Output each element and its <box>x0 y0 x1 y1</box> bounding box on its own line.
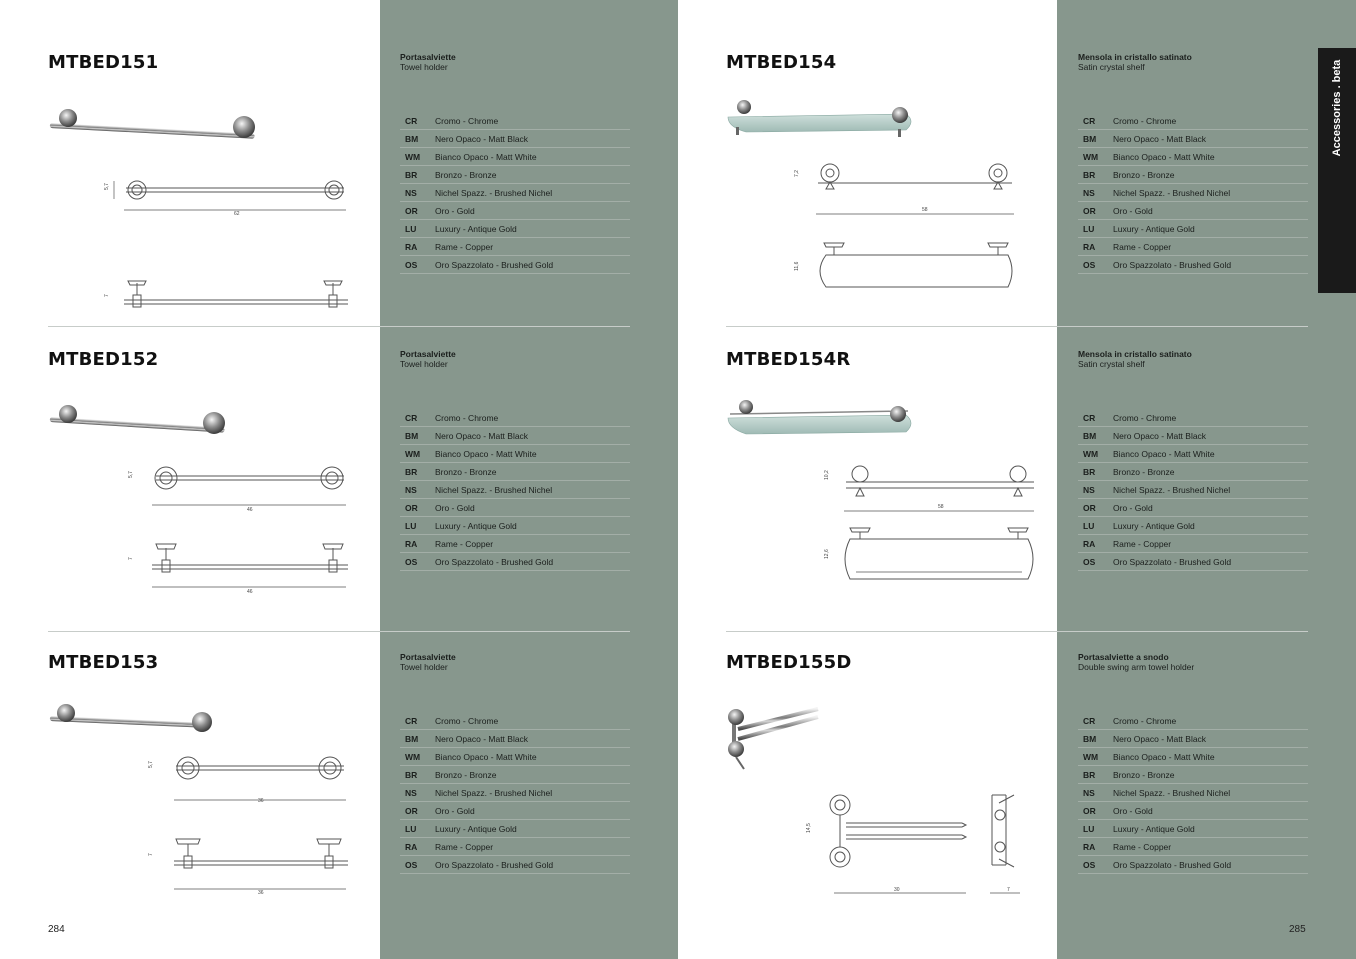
page-number: 284 <box>48 924 65 935</box>
dimension-label: 5,7 <box>128 471 134 478</box>
finish-label: Rame - Copper <box>1113 238 1308 256</box>
finish-label: Cromo - Chrome <box>1113 112 1308 130</box>
product-photo <box>728 400 911 434</box>
front-view-drawing <box>830 795 966 893</box>
finish-code: CR <box>400 712 435 730</box>
dimension-label: 46 <box>247 507 253 513</box>
finish-row <box>400 766 630 784</box>
finish-label: Nichel Spazz. - Brushed Nichel <box>1113 184 1308 202</box>
finish-row <box>400 427 630 445</box>
finish-label: Bronzo - Bronze <box>435 166 630 184</box>
finish-label: Oro - Gold <box>1113 802 1308 820</box>
finish-label: Bronzo - Bronze <box>1113 463 1308 481</box>
finish-code: OR <box>1078 499 1113 517</box>
finish-row <box>1078 481 1308 499</box>
finish-label: Oro - Gold <box>435 802 630 820</box>
finish-label: Rame - Copper <box>435 838 630 856</box>
finish-label: Oro - Gold <box>1113 499 1308 517</box>
finish-row <box>400 166 630 184</box>
front-view-drawing <box>114 181 346 210</box>
finish-label: Luxury - Antique Gold <box>435 820 630 838</box>
finish-label: Rame - Copper <box>1113 838 1308 856</box>
finish-row <box>1078 784 1308 802</box>
finish-code: BR <box>1078 463 1113 481</box>
finish-row <box>1078 856 1308 874</box>
front-view-drawing <box>174 757 346 800</box>
finish-row <box>1078 766 1308 784</box>
finish-code: OS <box>1078 256 1113 274</box>
finish-row <box>400 820 630 838</box>
product-photo <box>50 704 212 732</box>
finish-label: Nero Opaco - Matt Black <box>435 130 630 148</box>
finish-code: WM <box>1078 148 1113 166</box>
finish-label: Bronzo - Bronze <box>1113 166 1308 184</box>
finish-label: Nichel Spazz. - Brushed Nichel <box>435 784 630 802</box>
finish-label: Cromo - Chrome <box>1113 409 1308 427</box>
product-description <box>400 652 456 672</box>
finish-code: BR <box>1078 166 1113 184</box>
page-number: 285 <box>1289 924 1306 935</box>
finish-code: CR <box>1078 712 1113 730</box>
product-name-it: Mensola in cristallo satinato <box>1078 349 1192 359</box>
technical-drawing <box>48 87 358 317</box>
finish-row <box>1078 148 1308 166</box>
finish-label: Luxury - Antique Gold <box>435 517 630 535</box>
finish-row <box>400 445 630 463</box>
finish-label: Luxury - Antique Gold <box>1113 220 1308 238</box>
product-description <box>400 349 456 369</box>
product-name-it: Portasalviette <box>400 652 456 662</box>
dimension-label: 7,2 <box>794 170 800 177</box>
finish-code: NS <box>400 184 435 202</box>
product-description <box>400 52 456 72</box>
top-view-drawing <box>820 243 1012 287</box>
finish-label: Bronzo - Bronze <box>1113 766 1308 784</box>
finish-row <box>400 463 630 481</box>
finish-label: Cromo - Chrome <box>435 112 630 130</box>
finish-row <box>1078 802 1308 820</box>
finish-row <box>400 148 630 166</box>
section-tab-label: Accessories . beta <box>1331 59 1343 157</box>
finish-row <box>1078 427 1308 445</box>
finish-label: Cromo - Chrome <box>435 409 630 427</box>
finish-code: WM <box>1078 748 1113 766</box>
product-description <box>1078 652 1194 672</box>
product-name-en: Satin crystal shelf <box>1078 62 1145 72</box>
finish-code: CR <box>1078 409 1113 427</box>
dimension-label: 10,2 <box>824 470 830 480</box>
product-block <box>678 652 1356 952</box>
finish-row <box>400 220 630 238</box>
finish-row <box>400 856 630 874</box>
finish-code: NS <box>400 481 435 499</box>
finish-code: BM <box>400 730 435 748</box>
finish-code: RA <box>400 838 435 856</box>
finish-row <box>1078 112 1308 130</box>
finish-code: LU <box>1078 820 1113 838</box>
finish-table <box>400 409 630 571</box>
top-view-drawing <box>124 281 348 317</box>
finish-code: BM <box>400 427 435 445</box>
top-view-drawing <box>845 528 1033 579</box>
finish-code: CR <box>1078 112 1113 130</box>
finish-label: Luxury - Antique Gold <box>435 220 630 238</box>
product-name-it: Portasalviette <box>400 52 456 62</box>
finish-code: OS <box>1078 856 1113 874</box>
finish-row <box>400 517 630 535</box>
dimension-label: 5,7 <box>148 761 154 768</box>
technical-drawing <box>726 384 1036 634</box>
finish-label: Oro Spazzolato - Brushed Gold <box>1113 856 1308 874</box>
finish-row <box>1078 409 1308 427</box>
finish-label: Nero Opaco - Matt Black <box>1113 730 1308 748</box>
finish-code: OS <box>400 553 435 571</box>
finish-row <box>400 553 630 571</box>
product-name-en: Towel holder <box>400 359 448 369</box>
product-block <box>0 349 678 649</box>
finish-label: Oro Spazzolato - Brushed Gold <box>435 256 630 274</box>
finish-row <box>400 238 630 256</box>
dimension-label: 36 <box>258 798 264 804</box>
finish-label: Rame - Copper <box>435 238 630 256</box>
finish-table <box>1078 712 1308 874</box>
product-name-it: Portasalviette <box>400 349 456 359</box>
finish-label: Cromo - Chrome <box>1113 712 1308 730</box>
product-photo <box>50 109 255 139</box>
technical-drawing <box>48 687 358 917</box>
dimension-label: 12,6 <box>824 549 830 559</box>
finish-row <box>400 712 630 730</box>
finish-code: BR <box>400 766 435 784</box>
dimension-label: 7 <box>1007 887 1010 893</box>
finish-label: Cromo - Chrome <box>435 712 630 730</box>
finish-code: OR <box>1078 202 1113 220</box>
finish-code: BM <box>1078 130 1113 148</box>
page-right <box>678 0 1356 959</box>
finish-row <box>400 184 630 202</box>
finish-code: OS <box>400 256 435 274</box>
finish-code: LU <box>1078 220 1113 238</box>
dimension-label: 30 <box>894 887 900 893</box>
finish-label: Nero Opaco - Matt Black <box>435 730 630 748</box>
finish-row <box>400 256 630 274</box>
finish-row <box>1078 130 1308 148</box>
finish-label: Nero Opaco - Matt Black <box>435 427 630 445</box>
finish-label: Bianco Opaco - Matt White <box>435 445 630 463</box>
product-block <box>0 52 678 352</box>
finish-row <box>400 784 630 802</box>
finish-label: Nero Opaco - Matt Black <box>1113 427 1308 445</box>
dimension-label: 7 <box>148 853 154 856</box>
finish-code: NS <box>400 784 435 802</box>
finish-row <box>1078 184 1308 202</box>
top-view-drawing <box>152 544 348 587</box>
finish-code: RA <box>400 238 435 256</box>
dimension-label: 62 <box>234 211 240 217</box>
finish-code: NS <box>1078 184 1113 202</box>
product-block <box>678 349 1356 649</box>
finish-code: RA <box>1078 838 1113 856</box>
dimension-label: 46 <box>247 589 253 595</box>
product-name-en: Satin crystal shelf <box>1078 359 1145 369</box>
product-code: MTBED155D <box>726 652 852 673</box>
finish-code: OR <box>400 802 435 820</box>
dimension-label: 7 <box>128 557 134 560</box>
technical-drawing <box>726 687 1036 927</box>
finish-row <box>1078 517 1308 535</box>
finish-code: CR <box>400 112 435 130</box>
finish-row <box>1078 463 1308 481</box>
finish-label: Oro Spazzolato - Brushed Gold <box>435 856 630 874</box>
finish-row <box>400 748 630 766</box>
dimension-label: 5,7 <box>104 183 110 190</box>
finish-label: Oro - Gold <box>1113 202 1308 220</box>
finish-label: Nichel Spazz. - Brushed Nichel <box>435 481 630 499</box>
product-name-it: Portasalviette a snodo <box>1078 652 1169 662</box>
finish-label: Bianco Opaco - Matt White <box>1113 445 1308 463</box>
finish-label: Rame - Copper <box>1113 535 1308 553</box>
finish-code: RA <box>400 535 435 553</box>
finish-label: Bronzo - Bronze <box>435 463 630 481</box>
finish-row <box>1078 166 1308 184</box>
finish-code: OR <box>400 202 435 220</box>
finish-label: Luxury - Antique Gold <box>1113 517 1308 535</box>
product-block <box>678 52 1356 352</box>
finish-code: NS <box>1078 481 1113 499</box>
finish-code: RA <box>1078 238 1113 256</box>
top-view-drawing <box>174 839 348 889</box>
finish-label: Rame - Copper <box>435 535 630 553</box>
finish-label: Oro - Gold <box>435 202 630 220</box>
finish-row <box>400 535 630 553</box>
finish-row <box>400 112 630 130</box>
finish-row <box>1078 838 1308 856</box>
finish-code: WM <box>400 445 435 463</box>
finish-row <box>1078 238 1308 256</box>
product-name-en: Double swing arm towel holder <box>1078 662 1195 672</box>
finish-row <box>400 730 630 748</box>
dimension-label: 58 <box>938 504 944 510</box>
finish-label: Bronzo - Bronze <box>435 766 630 784</box>
finish-row <box>1078 202 1308 220</box>
finish-row <box>1078 553 1308 571</box>
technical-drawing <box>726 87 1036 327</box>
finish-row <box>1078 748 1308 766</box>
product-photo <box>50 405 225 434</box>
side-view-drawing <box>990 795 1020 893</box>
finish-code: BM <box>400 130 435 148</box>
finish-label: Nero Opaco - Matt Black <box>1113 130 1308 148</box>
dimension-label: 58 <box>922 207 928 213</box>
finish-table <box>1078 112 1308 274</box>
finish-row <box>400 802 630 820</box>
finish-code: WM <box>400 148 435 166</box>
front-view-drawing <box>816 164 1014 214</box>
finish-label: Oro Spazzolato - Brushed Gold <box>1113 256 1308 274</box>
dimension-label: 36 <box>258 890 264 896</box>
finish-row <box>1078 535 1308 553</box>
finish-label: Oro Spazzolato - Brushed Gold <box>435 553 630 571</box>
finish-code: RA <box>1078 535 1113 553</box>
finish-code: LU <box>400 517 435 535</box>
finish-row <box>1078 820 1308 838</box>
finish-code: OS <box>1078 553 1113 571</box>
product-code: MTBED154 <box>726 52 837 73</box>
dimension-label: 7 <box>104 294 110 297</box>
dimension-label: 11,6 <box>794 261 800 271</box>
product-code: MTBED151 <box>48 52 159 73</box>
dimension-label: 14,5 <box>806 823 812 833</box>
product-code: MTBED154R <box>726 349 851 370</box>
finish-code: BR <box>400 463 435 481</box>
finish-label: Oro Spazzolato - Brushed Gold <box>1113 553 1308 571</box>
finish-code: LU <box>400 820 435 838</box>
finish-code: LU <box>1078 517 1113 535</box>
finish-table <box>400 712 630 874</box>
finish-row <box>400 499 630 517</box>
technical-drawing <box>48 384 358 614</box>
finish-label: Nichel Spazz. - Brushed Nichel <box>1113 784 1308 802</box>
product-photo <box>728 709 818 769</box>
finish-code: OR <box>1078 802 1113 820</box>
finish-row <box>400 130 630 148</box>
product-name-en: Towel holder <box>400 662 448 672</box>
finish-label: Nichel Spazz. - Brushed Nichel <box>435 184 630 202</box>
product-block <box>0 652 678 952</box>
finish-label: Oro - Gold <box>435 499 630 517</box>
product-code: MTBED153 <box>48 652 159 673</box>
finish-label: Bianco Opaco - Matt White <box>435 748 630 766</box>
finish-code: CR <box>400 409 435 427</box>
finish-code: OR <box>400 499 435 517</box>
finish-row <box>1078 712 1308 730</box>
finish-row <box>1078 499 1308 517</box>
finish-label: Nichel Spazz. - Brushed Nichel <box>1113 481 1308 499</box>
finish-label: Luxury - Antique Gold <box>1113 820 1308 838</box>
finish-row <box>400 838 630 856</box>
product-description <box>1078 52 1192 72</box>
finish-code: LU <box>400 220 435 238</box>
finish-table <box>400 112 630 274</box>
finish-code: BM <box>1078 730 1113 748</box>
finish-row <box>400 481 630 499</box>
finish-code: WM <box>400 748 435 766</box>
finish-row <box>1078 445 1308 463</box>
finish-label: Bianco Opaco - Matt White <box>1113 748 1308 766</box>
finish-row <box>1078 730 1308 748</box>
finish-code: OS <box>400 856 435 874</box>
product-description <box>1078 349 1192 369</box>
finish-code: BM <box>1078 427 1113 445</box>
finish-code: WM <box>1078 445 1113 463</box>
finish-row <box>400 409 630 427</box>
finish-row <box>1078 256 1308 274</box>
product-code: MTBED152 <box>48 349 159 370</box>
product-photo <box>728 100 911 137</box>
finish-table <box>1078 409 1308 571</box>
front-view-drawing <box>152 467 346 505</box>
finish-row <box>400 202 630 220</box>
finish-code: NS <box>1078 784 1113 802</box>
product-name-it: Mensola in cristallo satinato <box>1078 52 1192 62</box>
finish-code: BR <box>1078 766 1113 784</box>
finish-label: Bianco Opaco - Matt White <box>435 148 630 166</box>
finish-row <box>1078 220 1308 238</box>
finish-code: BR <box>400 166 435 184</box>
finish-label: Bianco Opaco - Matt White <box>1113 148 1308 166</box>
product-name-en: Towel holder <box>400 62 448 72</box>
